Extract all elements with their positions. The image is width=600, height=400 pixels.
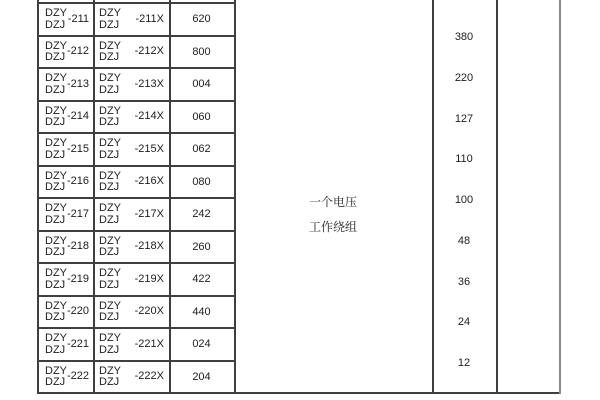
voltage-value: 12 <box>457 357 471 369</box>
table-border-top <box>37 2 236 4</box>
voltage-value: 220 <box>454 71 474 84</box>
voltage-value: 100 <box>454 194 474 206</box>
brand-bottom-label: DZJ <box>45 343 66 356</box>
brand-top-label: DZY <box>99 202 121 214</box>
model-x-suffix: -211X <box>135 12 164 25</box>
brand-stack <box>99 264 121 295</box>
voltage-value: 127 <box>454 112 474 125</box>
empty-column <box>496 0 559 394</box>
brand-top-label: DZY <box>45 137 67 149</box>
table-border-left <box>37 0 39 394</box>
table-row <box>39 134 234 167</box>
brand-top-label: DZY <box>99 104 121 117</box>
brand-bottom-label: DZJ <box>45 246 66 258</box>
winding-label-line1: 一个电压 <box>308 194 357 209</box>
table-border-right <box>559 0 561 394</box>
model-suffix: -218 <box>67 240 90 253</box>
model-x-cell <box>93 199 169 230</box>
code-value: 080 <box>192 175 211 188</box>
table-row <box>39 4 234 37</box>
code-value: 242 <box>192 208 211 221</box>
table-row <box>39 199 234 232</box>
brand-bottom-label: DZJ <box>99 311 120 323</box>
brand-stack <box>45 264 67 295</box>
voltage-value: 36 <box>457 275 471 288</box>
table-row <box>39 69 234 102</box>
brand-bottom-label: DZJ <box>45 213 66 226</box>
model-suffix: -215 <box>67 142 90 155</box>
brand-bottom-label: DZJ <box>45 311 66 323</box>
model-suffix: -211 <box>67 12 89 25</box>
model-x-cell <box>93 362 169 393</box>
brand-top-label: DZY <box>45 299 67 312</box>
model-x-suffix: -212X <box>134 45 164 58</box>
model-suffix: -216 <box>67 175 90 188</box>
model-x-suffix: -218X <box>134 240 164 253</box>
code-value: 060 <box>192 110 211 123</box>
table-border-col5 <box>496 0 498 394</box>
brand-top-label: DZY <box>99 299 121 312</box>
code-value: 062 <box>192 143 211 156</box>
brand-bottom-label: DZJ <box>45 148 66 161</box>
model-suffix: -213 <box>67 77 90 90</box>
model-suffix: -221 <box>67 337 90 350</box>
brand-bottom-label: DZJ <box>99 148 120 161</box>
model-suffix: -222 <box>67 370 90 383</box>
brand-bottom-label: DZJ <box>45 18 66 31</box>
brand-top-label: DZY <box>45 234 67 247</box>
brand-bottom-label: DZJ <box>99 246 120 258</box>
brand-top-label: DZY <box>45 364 67 377</box>
brand-bottom-label: DZJ <box>45 83 66 96</box>
model-x-suffix: -222X <box>134 370 164 383</box>
table-border-col4 <box>432 0 434 394</box>
winding-label-cell <box>234 0 432 394</box>
brand-stack <box>45 134 67 165</box>
table-row <box>39 37 234 70</box>
winding-label-line2: 工作绕组 <box>308 219 357 234</box>
brand-stack <box>45 329 67 360</box>
voltage-value: 380 <box>454 31 474 43</box>
brand-bottom-label: DZJ <box>45 51 66 63</box>
model-suffix: -217 <box>67 207 90 220</box>
brand-stack <box>45 232 67 263</box>
model-cell <box>39 264 93 295</box>
brand-bottom-label: DZJ <box>45 278 66 291</box>
table-row <box>39 362 234 393</box>
voltage-value: 110 <box>455 153 473 166</box>
brand-stack <box>99 362 121 393</box>
model-suffix: -214 <box>67 110 90 123</box>
voltage-value: 24 <box>457 316 471 329</box>
model-suffix: -220 <box>67 305 90 318</box>
brand-top-label: DZY <box>99 332 121 344</box>
brand-bottom-label: DZJ <box>99 343 120 356</box>
table-row <box>39 329 234 362</box>
brand-top-label: DZY <box>45 72 67 84</box>
brand-stack <box>99 329 121 360</box>
brand-top-label: DZY <box>99 39 121 52</box>
spec-table <box>37 0 561 394</box>
table-border-bottom <box>37 392 561 394</box>
brand-top-label: DZY <box>99 169 121 182</box>
code-cell <box>169 4 234 35</box>
model-x-cell <box>93 167 169 198</box>
brand-top-label: DZY <box>45 267 67 279</box>
brand-top-label: DZY <box>45 169 67 182</box>
code-value: 260 <box>192 240 211 253</box>
brand-bottom-label: DZJ <box>99 116 120 128</box>
brand-top-label: DZY <box>99 364 121 377</box>
winding-label <box>309 196 357 233</box>
code-value: 620 <box>192 13 211 26</box>
table-border-col3 <box>234 0 236 394</box>
table-row <box>39 232 234 265</box>
brand-stack <box>99 4 121 35</box>
table-row <box>39 167 234 200</box>
table-row <box>39 264 234 297</box>
brand-top-label: DZY <box>45 104 67 117</box>
code-value: 800 <box>192 45 211 58</box>
model-cell <box>39 134 93 165</box>
model-x-suffix: -213X <box>134 77 164 90</box>
model-x-suffix: -220X <box>134 305 164 318</box>
model-x-cell <box>93 134 169 165</box>
brand-stack <box>45 69 67 100</box>
code-cell <box>169 297 234 328</box>
code-value: 440 <box>192 305 211 318</box>
brand-top-label: DZY <box>45 7 67 19</box>
brand-top-label: DZY <box>99 234 121 247</box>
model-x-cell <box>93 4 169 35</box>
model-x-suffix: -221X <box>134 337 164 350</box>
brand-bottom-label: DZJ <box>99 376 120 388</box>
model-x-suffix: -219X <box>134 272 164 285</box>
brand-top-label: DZY <box>99 137 121 149</box>
table-border-col2 <box>169 0 171 394</box>
table-row <box>39 297 234 330</box>
brand-bottom-label: DZJ <box>99 278 120 291</box>
code-cell <box>169 232 234 263</box>
brand-stack <box>45 102 67 133</box>
code-cell <box>169 264 234 295</box>
model-x-cell <box>93 329 169 360</box>
brand-stack <box>45 37 67 68</box>
brand-bottom-label: DZJ <box>99 51 120 63</box>
model-x-suffix: -217X <box>134 207 164 220</box>
model-cell <box>39 329 93 360</box>
brand-bottom-label: DZJ <box>99 83 120 96</box>
brand-stack <box>99 199 121 230</box>
model-cell <box>39 297 93 328</box>
model-x-cell <box>93 37 169 68</box>
brand-stack <box>99 69 121 100</box>
model-suffix: -219 <box>67 272 90 285</box>
model-x-cell <box>93 264 169 295</box>
code-cell <box>169 362 234 393</box>
brand-top-label: DZY <box>45 202 67 214</box>
brand-stack <box>99 37 121 68</box>
brand-stack <box>99 297 121 328</box>
brand-top-label: DZY <box>45 39 67 52</box>
model-x-suffix: -214X <box>134 110 164 123</box>
model-cell <box>39 362 93 393</box>
model-cell <box>39 37 93 68</box>
brand-stack <box>45 362 67 393</box>
brand-top-label: DZY <box>45 332 67 344</box>
model-rows-block <box>39 4 234 392</box>
voltage-value: 48 <box>457 234 471 247</box>
voltage-column <box>432 0 496 394</box>
code-value: 024 <box>192 338 211 351</box>
brand-bottom-label: DZJ <box>99 181 120 193</box>
model-cell <box>39 232 93 263</box>
model-cell <box>39 69 93 100</box>
code-cell <box>169 37 234 68</box>
table-border-col1 <box>93 0 95 394</box>
model-x-cell <box>93 232 169 263</box>
brand-stack <box>45 167 67 198</box>
model-x-cell <box>93 297 169 328</box>
model-cell <box>39 199 93 230</box>
brand-bottom-label: DZJ <box>45 116 66 128</box>
model-x-suffix: -215X <box>134 142 164 155</box>
brand-stack <box>45 4 67 35</box>
brand-top-label: DZY <box>99 267 121 279</box>
brand-bottom-label: DZJ <box>99 18 120 31</box>
brand-stack <box>99 167 121 198</box>
code-cell <box>169 69 234 100</box>
brand-bottom-label: DZJ <box>45 181 66 193</box>
model-x-suffix: -216X <box>134 175 164 188</box>
model-cell <box>39 4 93 35</box>
code-value: 422 <box>192 273 211 286</box>
model-x-cell <box>93 69 169 100</box>
brand-bottom-label: DZJ <box>45 376 66 388</box>
brand-stack <box>45 297 67 328</box>
brand-stack <box>99 102 121 133</box>
model-cell <box>39 102 93 133</box>
brand-bottom-label: DZJ <box>99 213 120 226</box>
brand-stack <box>99 134 121 165</box>
model-cell <box>39 167 93 198</box>
code-value: 004 <box>192 78 211 91</box>
model-x-cell <box>93 102 169 133</box>
brand-top-label: DZY <box>99 72 121 84</box>
code-value: 204 <box>192 370 211 383</box>
brand-top-label: DZY <box>99 7 121 19</box>
code-cell <box>169 167 234 198</box>
brand-stack <box>99 232 121 263</box>
code-cell <box>169 329 234 360</box>
code-cell <box>169 134 234 165</box>
code-cell <box>169 102 234 133</box>
model-suffix: -212 <box>67 45 90 58</box>
table-row <box>39 102 234 135</box>
code-cell <box>169 199 234 230</box>
brand-stack <box>45 199 67 230</box>
